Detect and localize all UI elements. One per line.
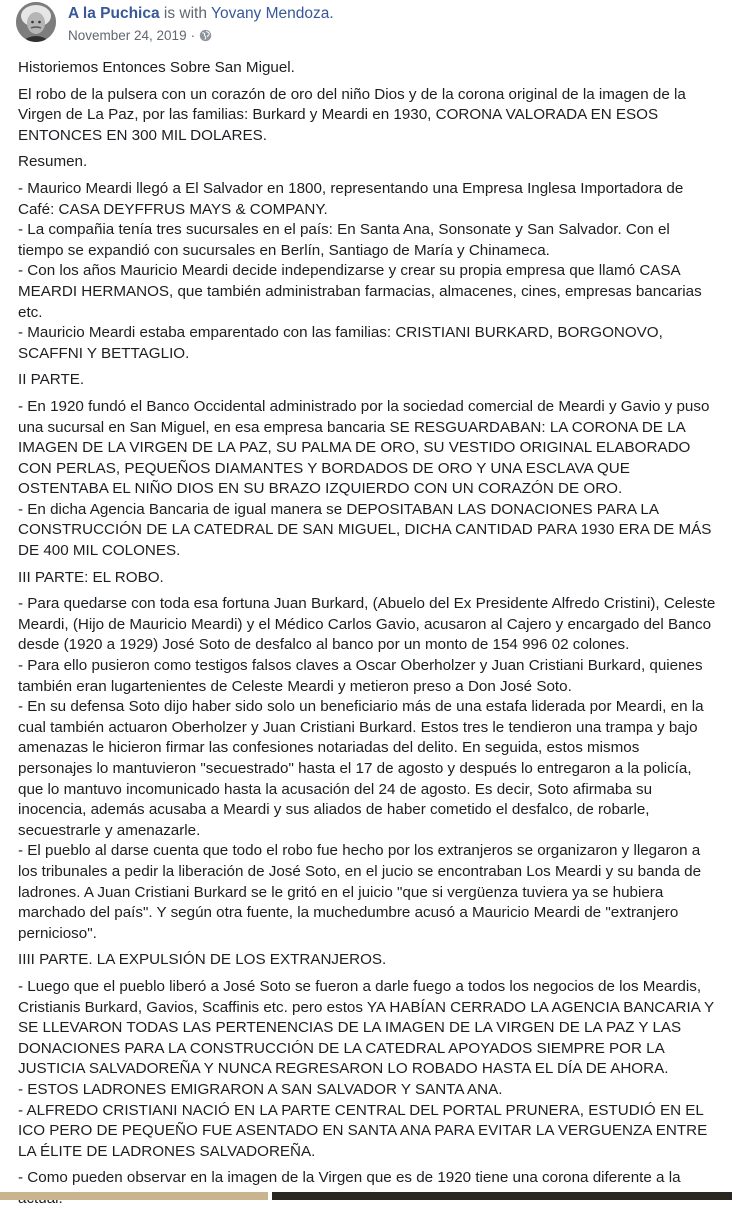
author-name-link[interactable]: A la Puchica — [68, 5, 160, 22]
post-paragraph: Resumen. — [18, 153, 88, 171]
post-paragraph: El robo de la pulsera con un corazón de oro del niño Dios y de la corona original de la imagen de la Virgen de La Paz, por las familias: Burkard y Meardi en 1930, CORONA VALORADA EN ESOS ENTONCES EN 300 MIL DOLARES. — [18, 85, 686, 144]
attached-photo-2[interactable] — [272, 1192, 732, 1200]
avatar-portrait-icon — [16, 2, 56, 42]
avatar[interactable] — [16, 2, 56, 42]
attached-photo-1[interactable] — [0, 1192, 268, 1200]
post-paragraph: II PARTE. — [18, 371, 85, 389]
with-text: is with — [163, 5, 207, 22]
post-paragraph: - Para quedarse con toda esa fortuna Juan Burkard, (Abuelo del Ex Presidente Alfredo Cristini), Celeste Meardi, (Hijo de Mauricio Meardi) y el Médico Carlos Gavio, acusaron al Cajero y encargado del Banco desde (1920 a 1929) José Soto de desfalco al banco por un monto de 154 996 02 colones. - Para ello pusieron como testigos falsos claves a Oscar Oberholzer y Juan Cristiani Burkard, quienes también eran lugartenientes de Celeste Meardi y metieron preso a Don José Soto. - En su defensa Soto dijo haber sido solo un beneficiario más de una estafa liderada por Meardi, en la cual también actuaron Oberholzer y Juan Cristiani Burkard. Estos tres le tendieron una trampa y bajo amenazas le hicieron firmar las confesiones notariadas del delito. En seguida, estos mismos personajes lo mantuvieron "secuestrado" hasta el 17 de agosto y después lo entregaron a la policía, que lo mantuvo incomunicado hasta la acusación del 24 de agosto. Es decir, Soto afirmaba su inocencia, además acusaba a Meardi y sus aliados de haber cometido el desfalco, de robarle, secuestrarle y amenazarle. - El pueblo al darse cuenta que todo el robo fue hecho por los extranjeros se organizaron y llegaron a los tribunales a pedir la liberación de José Soto, en el jucio se encontraban Los Meardi y su banda de ladrones. A Juan Cristiani Burkard se le gritó en el juicio "que si vergüenza tuviera ya se hubiera marchado del país". Y según otra fuente, la muchedumbre acusó a Mauricio Meardi de "extranjero pernicioso". — [18, 595, 716, 942]
post-paragraph: - En 1920 fundó el Banco Occidental administrado por la sociedad comercial de Meardi y Gavio y puso una sucursal en San Miguel, en esa empresa bancaria SE RESGUARDABAN: LA CORONA DE LA IMAGEN DE LA VIRGEN DE LA PAZ, SU PALMA DE ORO, SU VESTIDO ORIGINAL ELABORADO CON PERLAS, PEQUEÑOS DIAMANTES Y BORDADOS DE ORO Y UNA ESCLAVA QUE OSTENTABA EL NIÑO DIOS EN SU BRAZO IZQUIERDO CON UN CORAZÓN DE ORO. - En dicha Agencia Bancaria de igual manera se DEPOSITABAN LAS DONACIONES PARA LA CONSTRUCCIÓN DE LA CATEDRAL DE SAN MIGUEL, DICHA CANTIDAD PARA 1930 ERA DE MÁS DE 400 MIL COLONES. — [18, 397, 712, 560]
meta-separator: · — [190, 28, 196, 43]
attached-photos — [0, 1192, 732, 1200]
post-header — [16, 0, 716, 56]
author-line — [68, 5, 334, 23]
post-body — [18, 58, 716, 1215]
post-meta — [68, 28, 212, 43]
post-paragraph: IIII PARTE. LA EXPULSIÓN DE LOS EXTRANJEROS. — [18, 951, 387, 969]
post-paragraph: III PARTE: EL ROBO. — [18, 568, 164, 586]
post-paragraph: - Luego que el pueblo liberó a José Soto se fueron a darle fuego a todos los negocios de los Meardis, Cristianis Burkard, Gavios, Scaffinis etc. pero estos YA HABÍAN CERRADO LA AGENCIA BANCARIA Y SE LLEVARON TODAS LAS PERTENENCIAS DE LA IMAGEN DE LA VIRGEN DE LA PAZ Y LAS DONACIONES PARA LA CONSTRUCCIÓN DE LA CATEDRAL APOYADOS SIEMPRE POR LA JUSTICIA SALVADOREÑA Y NUNCA REGRESARON LO ROBADO HASTA EL DÍA DE AHORA. - ESTOS LADRONES EMIGRARON A SAN SALVADOR Y SANTA ANA. - ALFREDO CRISTIANI NACIÓ EN LA PARTE CENTRAL DEL PORTAL PRUNERA, ESTUDIÓ EN EL ICO PERO DE PEQUEÑO FUE ASENTADO EN SANTA ANA PARA EVITAR LA VERGUENZA ENTRE LA ÉLITE DE LADRONES SALVADOREÑA. — [18, 977, 714, 1160]
globe-icon[interactable] — [199, 29, 212, 42]
post-paragraph: Historiemos Entonces Sobre San Miguel. — [18, 59, 295, 76]
post-date-link[interactable]: November 24, 2019 — [68, 28, 187, 43]
post-paragraph: - Como pueden observar en la imagen de la Virgen que es de 1920 tiene una corona diferente a la — [18, 1169, 681, 1187]
tagged-person-link[interactable]: Yovany Mendoza. — [211, 5, 334, 22]
post-paragraph: - Maurico Meardi llegó a El Salvador en 1800, representando una Empresa Inglesa Importadora de Café: CASA DEYFFRUS MAYS & COMPANY. - La compañia tenía tres sucursales en el país: En Santa Ana, Sonsonate y San Salvador. Con el tiempo se expandió con sucursales en Berlín, Santiago de María y Chinameca. - Con los años Mauricio Meardi decide independizarse y crear su propia empresa que llamó CASA MEARDI HERMANOS, que también administraban farmacias, almacenes, cines, empresas bancarias etc. - Mauricio Meardi estaba emparentado con las familias: CRISTIANI BURKARD, BORGONOVO, SCAFFNI Y BETTAGLIO. — [18, 179, 702, 362]
